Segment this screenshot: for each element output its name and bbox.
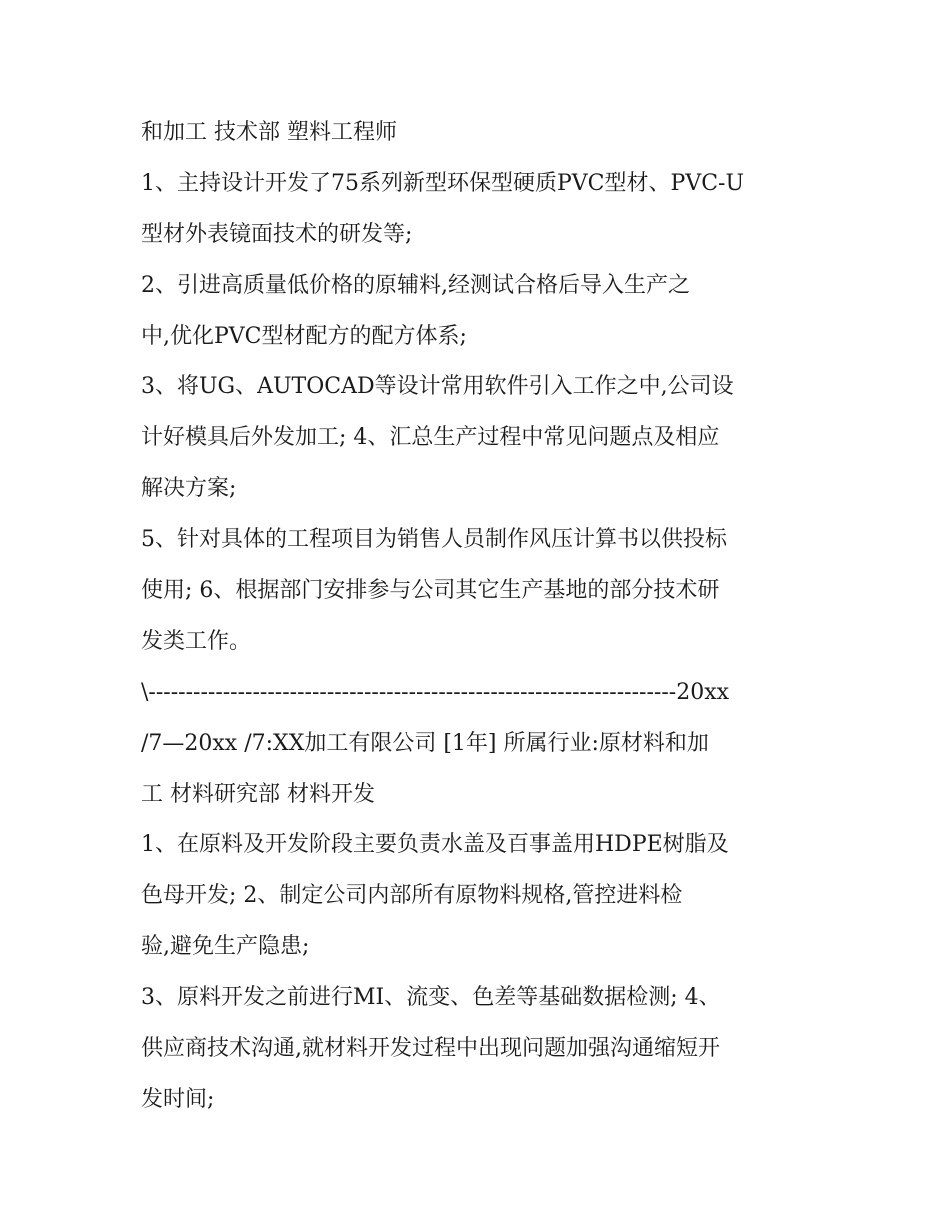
text-line-16: 色母开发; 2、制定公司内部所有原物料规格,管控进料检 <box>141 883 683 909</box>
text-line-17: 验,避免生产隐患; <box>141 934 310 960</box>
text-line-6: 3、将UG、AUTOCAD等设计常用软件引入工作之中,公司设 <box>141 374 734 400</box>
text-line-1: 和加工 技术部 塑料工程师 <box>141 120 397 145</box>
text-line-11: 发类工作。 <box>141 628 252 654</box>
text-line-13: /7—20xx /7:XX加工有限公司 [1年] 所属行业:原材料和加 <box>141 730 709 756</box>
text-line-9: 5、针对具体的工程项目为销售人员制作风压计算书以供投标 <box>141 527 727 553</box>
text-line-4: 2、引进高质量低价格的原辅料,经测试合格后导入生产之 <box>141 272 690 298</box>
text-line-20: 发时间; <box>141 1086 215 1112</box>
text-line-14: 工 材料研究部 材料开发 <box>141 781 375 807</box>
text-line-5: 中,优化PVC型材配方的配方体系; <box>141 323 467 349</box>
text-line-18: 3、原料开发之前进行MI、流变、色差等基础数据检测; 4、 <box>141 985 721 1011</box>
text-line-19: 供应商技术沟通,就材料开发过程中出现问题加强沟通缩短开 <box>141 1036 720 1062</box>
divider-date-line: \-----------------------------------------------------------------------20xx <box>141 679 730 705</box>
text-line-10: 使用; 6、根据部门安排参与公司其它生产基地的部分技术研 <box>141 578 720 604</box>
text-line-3: 型材外表镜面技术的研发等; <box>141 221 413 247</box>
text-line-2: 1、主持设计开发了75系列新型环保型硬质PVC型材、PVC-U <box>141 170 745 196</box>
text-line-8: 解决方案; <box>141 476 237 502</box>
text-line-7: 计好模具后外发加工; 4、汇总生产过程中常见问题点及相应 <box>141 425 720 451</box>
text-line-15: 1、在原料及开发阶段主要负责水盖及百事盖用HDPE树脂及 <box>141 832 729 858</box>
document-body <box>141 108 821 1126</box>
